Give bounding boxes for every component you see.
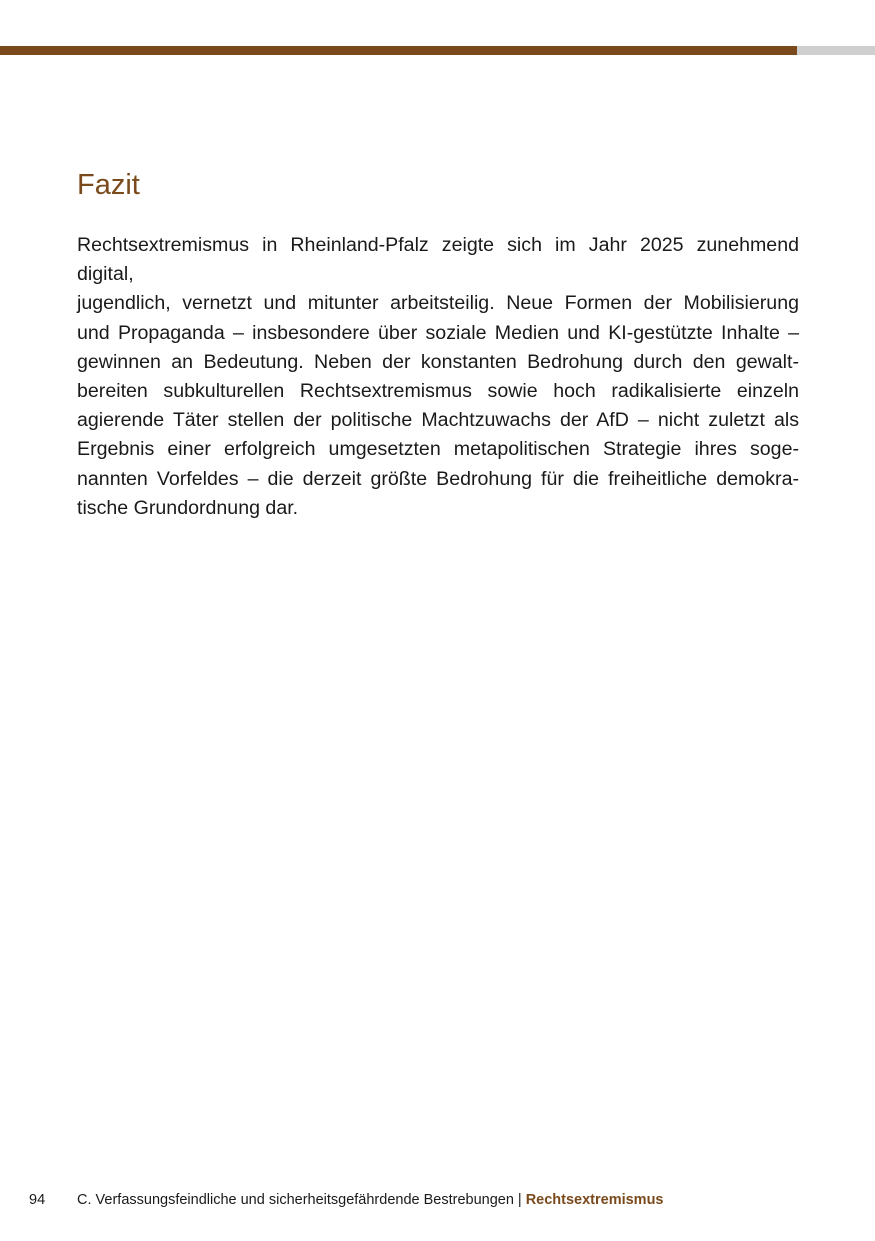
paragraph-line: nannten Vorfeldes – die derzeit größte Bedrohung für die freiheitliche demokra-	[77, 467, 799, 490]
paragraph-line: agierende Täter stellen der politische Machtzuwachs der AfD – nicht zuletzt als	[77, 409, 799, 432]
body-paragraph	[77, 231, 799, 523]
paragraph-line: Ergebnis einer erfolgreich umgesetzten metapolitischen Strategie ihres soge-	[77, 438, 799, 461]
paragraph-line: und Propaganda – insbesondere über soziale Medien und KI-gestützte Inhalte –	[77, 321, 799, 344]
running-footer	[77, 1190, 664, 1210]
header-grey-rule	[797, 46, 875, 55]
paragraph-line: Rechtsextremismus in Rheinland-Pfalz zeigte sich im Jahr 2025 zunehmend digital,	[77, 234, 799, 286]
paragraph-line: bereiten subkulturellen Rechtsextremismus sowie hoch radikalisierte einzeln	[77, 380, 799, 403]
paragraph-line: gewinnen an Bedeutung. Neben der konstanten Bedrohung durch den gewalt-	[77, 350, 799, 373]
page-number: 94	[29, 1192, 46, 1208]
paragraph-line: tische Grundordnung dar.	[77, 496, 299, 519]
page-footer	[0, 1190, 875, 1210]
section-heading: Fazit	[77, 169, 140, 201]
main-content	[77, 166, 799, 523]
footer-chapter-title: C. Verfassungsfeindliche und sicherheitsgefährdende Bestrebungen	[77, 1192, 514, 1208]
header-accent-rule	[0, 46, 797, 55]
footer-section-title: Rechtsextremismus	[525, 1192, 664, 1208]
footer-separator: |	[517, 1192, 522, 1208]
paragraph-line: jugendlich, vernetzt und mitunter arbeitsteilig. Neue Formen der Mobilisierung	[77, 292, 799, 315]
